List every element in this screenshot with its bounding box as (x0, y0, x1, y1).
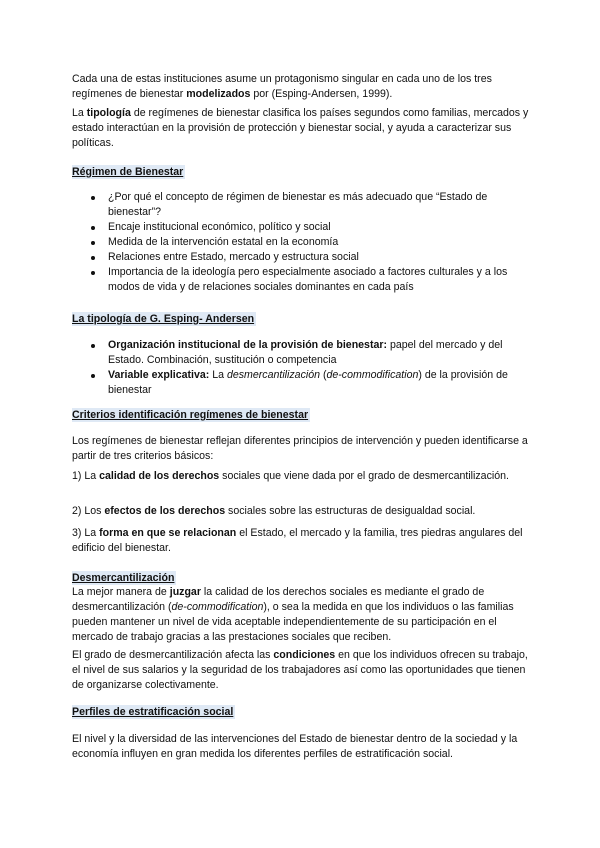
bold-term: Variable explicativa: (108, 369, 210, 381)
list-item: Encaje institucional económico, político y social (72, 220, 532, 235)
heading-criterios: Criterios identificación regímenes de bienestar (72, 409, 309, 421)
text-run: ( (320, 369, 327, 381)
desmercantilizacion-paragraph-2 (72, 648, 532, 693)
text-run: 3) La (72, 527, 100, 539)
italic-term: de-commodification (171, 601, 264, 613)
text-run: por (Esping-Andersen, 1999). (250, 88, 393, 100)
tipologia-bullet-list (72, 338, 532, 398)
text-run: Cada una de estas instituciones asume un protagonismo singular en cada uno de los tres regímenes de bienestar (72, 73, 492, 100)
text-run: en que los individuos ofrecen su trabajo, el nivel de sus salarios y la seguridad de los trabajadores así como las oportunidades que tienen de organizarse colectivamente. (72, 649, 528, 691)
text-run: 1) La (72, 470, 100, 482)
bold-term: Organización institucional de la provisión de bienestar: (108, 339, 388, 351)
text-run: la calidad de los derechos sociales es mediante el grado de desmercantilización ( (72, 586, 485, 613)
text-run: papel del mercado y del Estado. Combinación, sustitución o competencia (108, 339, 503, 366)
bold-term: modelizados (186, 88, 251, 100)
bold-term: efectos de los derechos (104, 505, 226, 517)
criterio-3 (72, 526, 532, 556)
bold-term: calidad de los derechos (99, 470, 220, 482)
bold-term: juzgar (169, 586, 201, 598)
text-run: 2) Los (72, 505, 105, 517)
italic-term: desmercantilización (226, 369, 321, 381)
bold-term: forma en que se relacionan (99, 527, 237, 539)
list-item (72, 338, 532, 368)
text-run: sociales que viene dada por el grado de desmercantilización. (219, 470, 509, 482)
heading-regimen-bienestar: Régimen de Bienestar (72, 166, 184, 178)
tipologia-paragraph (72, 106, 532, 151)
text-run: La (72, 107, 87, 119)
heading-tipologia-esping-andersen: La tipología de G. Esping- Andersen (72, 313, 255, 325)
text-run: ) de la provisión de bienestar (108, 369, 508, 396)
heading-desmercantilizacion: Desmercantilización (72, 572, 175, 584)
text-run: La mejor manera de (72, 586, 170, 598)
list-item: Importancia de la ideología pero especialmente asociado a factores culturales y a los modos de vida y de relaciones sociales dominantes en cada país (72, 265, 532, 295)
text-run: el Estado, el mercado y la familia, tres piedras angulares del edificio del bienestar. (72, 527, 523, 554)
text-run: sociales sobre las estructuras de desigualdad social. (225, 505, 476, 517)
bold-term: tipología (86, 107, 131, 119)
text-run: El grado de desmercantilización afecta las (72, 649, 274, 661)
intro-paragraph (72, 72, 532, 102)
text-run: ), o sea la medida en que los individuos o las familias pueden mantener un nivel de vida aceptable independientemente de su participación en el mercado de trabajo gracias a las prestaciones sociales que reciben. (72, 601, 514, 643)
list-item: Medida de la intervención estatal en la economía (72, 235, 532, 250)
criterios-intro: Los regímenes de bienestar reflejan diferentes principios de intervención y pueden identificarse a partir de tres criterios básicos: (72, 435, 528, 462)
desmercantilizacion-paragraph-1 (72, 585, 532, 645)
italic-term: de-commodification (326, 369, 419, 381)
list-item: Relaciones entre Estado, mercado y estructura social (72, 250, 532, 265)
criterio-2 (72, 504, 532, 519)
list-item (72, 368, 532, 398)
regimen-bullet-list (72, 190, 532, 295)
criterio-1 (72, 469, 532, 484)
bold-term: condiciones (273, 649, 336, 661)
list-item: ¿Por qué el concepto de régimen de bienestar es más adecuado que “Estado de bienestar”? (72, 190, 532, 220)
text-run: de regímenes de bienestar clasifica los países segundos como familias, mercados y estado interactúan en la provisión de protección y bienestar social, y ayuda a caracterizar sus políticas. (72, 107, 529, 149)
text-run: La (209, 369, 227, 381)
perfiles-paragraph: El nivel y la diversidad de las intervenciones del Estado de bienestar dentro de la sociedad y la economía influyen en gran medida los diferentes perfiles de estratificación social. (72, 733, 518, 760)
heading-perfiles-estratificacion: Perfiles de estratificación social (72, 706, 234, 718)
